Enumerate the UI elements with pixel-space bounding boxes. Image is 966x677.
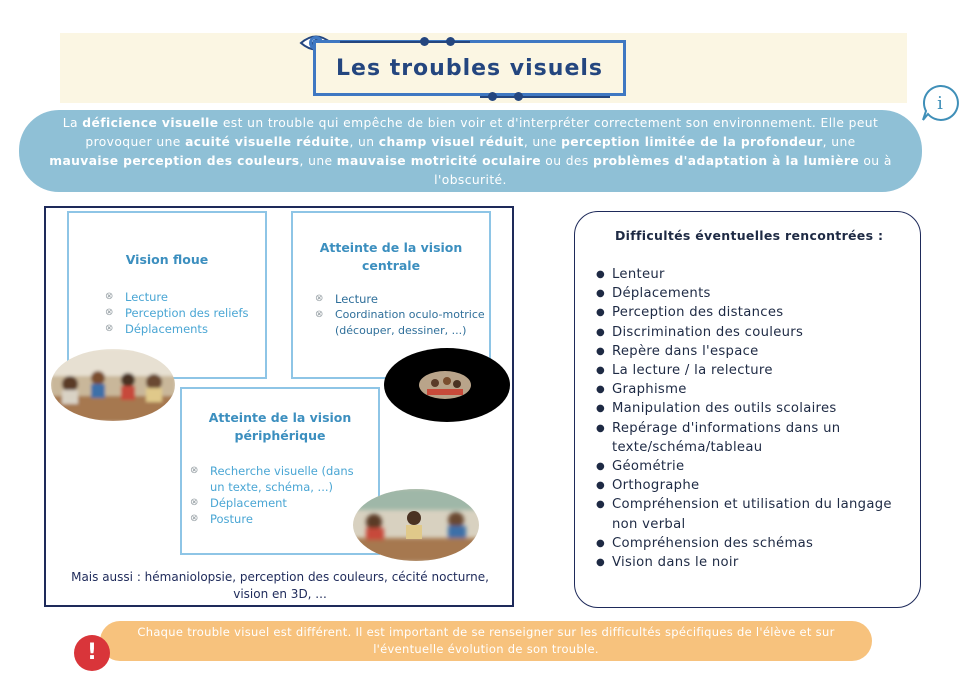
difficulty-item [596, 265, 916, 284]
bottom-connector [480, 96, 610, 98]
bullet-icon: ● [596, 557, 606, 569]
classroom-photo-peripheral-loss [352, 488, 480, 562]
difficulty-label: Repérage d'informations dans un texte/schéma/tableau [612, 420, 841, 455]
bullet-icon: ● [596, 384, 606, 396]
page-title: Les troubles visuels [336, 55, 603, 81]
difficulty-label: Manipulation des outils scolaires [612, 401, 837, 417]
intro-text: , une [523, 135, 562, 149]
difficulty-item [596, 323, 916, 342]
bullet-icon: ● [596, 326, 606, 338]
x-circle-icon: ⊗ [190, 497, 199, 508]
intro-text: , une [822, 135, 856, 149]
intro-text: , un [349, 135, 379, 149]
intro-text: ou des [540, 154, 594, 168]
list-item [315, 291, 487, 307]
title-box [313, 40, 626, 96]
item-label: Perception des reliefs [125, 306, 249, 320]
footer-note: Chaque trouble visuel est différent. Il est important de se renseigner sur les difficultés spécifiques de l'élève et sur l'éventuelle évolution de son trouble. [100, 621, 872, 661]
card-title: Vision floue [125, 252, 209, 267]
intro-text: est un trouble qui empêche de bien voir et d'interpréter correctement son environnement. Elle peut provoquer une [85, 116, 879, 149]
difficulty-item [596, 495, 916, 533]
intro-keyword: mauvaise motricité oculaire [336, 154, 541, 168]
connector-dot [420, 37, 429, 46]
connector-dot [488, 92, 497, 101]
difficulty-label: Vision dans le noir [612, 555, 739, 571]
x-circle-icon: ⊗ [190, 513, 199, 524]
bullet-icon: ● [596, 365, 606, 377]
difficulty-item [596, 476, 916, 495]
item-label: Déplacements [125, 322, 208, 336]
difficulties-list [596, 265, 916, 572]
difficulty-label: Compréhension et utilisation du langage non verbal [612, 497, 892, 532]
bullet-icon: ● [596, 461, 606, 473]
difficulty-label: Compréhension des schémas [612, 535, 814, 551]
classroom-photo-blurred [50, 348, 176, 422]
x-circle-icon: ⊗ [315, 293, 324, 304]
difficulty-item [596, 284, 916, 303]
card-title: Atteinte de la vision centrale [319, 240, 463, 273]
difficulty-label: Géométrie [612, 459, 685, 475]
alert-icon: ! [74, 635, 110, 671]
item-label: Posture [210, 512, 253, 526]
difficulty-item [596, 380, 916, 399]
list-item [105, 289, 265, 305]
intro-text: La [62, 116, 83, 130]
x-circle-icon: ⊗ [105, 291, 114, 302]
info-letter: i [937, 93, 943, 114]
item-label: Déplacement [210, 496, 287, 510]
difficulty-label: Perception des distances [612, 305, 784, 321]
intro-keyword: acuité visuelle réduite [185, 135, 350, 149]
bullet-icon: ● [596, 345, 606, 357]
difficulty-item [596, 303, 916, 322]
x-circle-icon: ⊗ [105, 323, 114, 334]
list-item [105, 321, 265, 337]
classroom-photo-central-loss [383, 347, 511, 423]
item-label: Lecture [335, 292, 378, 306]
difficulty-label: La lecture / la relecture [612, 363, 773, 379]
bullet-icon: ● [596, 480, 606, 492]
x-circle-icon: ⊗ [190, 465, 199, 476]
bullet-icon: ● [596, 288, 606, 300]
bullet-icon: ● [596, 403, 606, 415]
difficulty-item [596, 553, 916, 572]
info-icon [920, 83, 960, 123]
list-item [190, 463, 358, 495]
bullet-icon: ● [596, 307, 606, 319]
difficulty-label: Repère dans l'espace [612, 343, 759, 359]
bullet-icon: ● [596, 499, 606, 511]
intro-keyword: déficience visuelle [82, 116, 219, 130]
list-item [315, 307, 487, 339]
mais-aussi-text: Mais aussi : hémaniolopsie, perception des couleurs, cécité nocturne, vision en 3D, ... [71, 570, 489, 601]
difficulty-item [596, 342, 916, 361]
list-item [105, 305, 265, 321]
difficulty-item [596, 457, 916, 476]
intro-keyword: mauvaise perception des couleurs [49, 154, 300, 168]
x-circle-icon: ⊗ [105, 307, 114, 318]
list-item [190, 511, 358, 527]
item-label: Recherche visuelle (dans un texte, schéma, ...) [210, 464, 354, 494]
intro-keyword: champ visuel réduit [378, 135, 524, 149]
bullet-icon: ● [596, 537, 606, 549]
difficulty-label: Lenteur [612, 267, 665, 282]
intro-keyword: problèmes d'adaptation à la lumière [593, 154, 860, 168]
list-item [190, 495, 358, 511]
intro-text: , une [299, 154, 337, 168]
item-label: Coordination oculo-motrice (découper, dessiner, ...) [335, 308, 485, 337]
intro-text: ou à l'obscurité. [434, 154, 892, 187]
bullet-icon: ● [596, 269, 606, 280]
card-vision-peripherique [180, 387, 380, 555]
difficulty-item [596, 534, 916, 553]
intro-keyword: perception limitée de la profondeur [561, 135, 823, 149]
x-circle-icon: ⊗ [315, 309, 324, 320]
difficulties-title: Difficultés éventuelles rencontrées : [615, 228, 884, 243]
difficulty-item [596, 361, 916, 380]
intro-banner [19, 110, 922, 192]
difficulty-item [596, 419, 916, 457]
connector-dot [446, 37, 455, 46]
card-title: Atteinte de la vision périphérique [208, 410, 352, 443]
item-label: Lecture [125, 290, 168, 304]
difficulty-label: Discrimination des couleurs [612, 324, 804, 340]
connector-dot [514, 92, 523, 101]
difficulty-label: Graphisme [612, 382, 687, 398]
difficulty-label: Orthographe [612, 478, 700, 494]
bullet-icon: ● [596, 422, 606, 434]
difficulty-label: Déplacements [612, 286, 711, 302]
difficulty-item [596, 399, 916, 418]
